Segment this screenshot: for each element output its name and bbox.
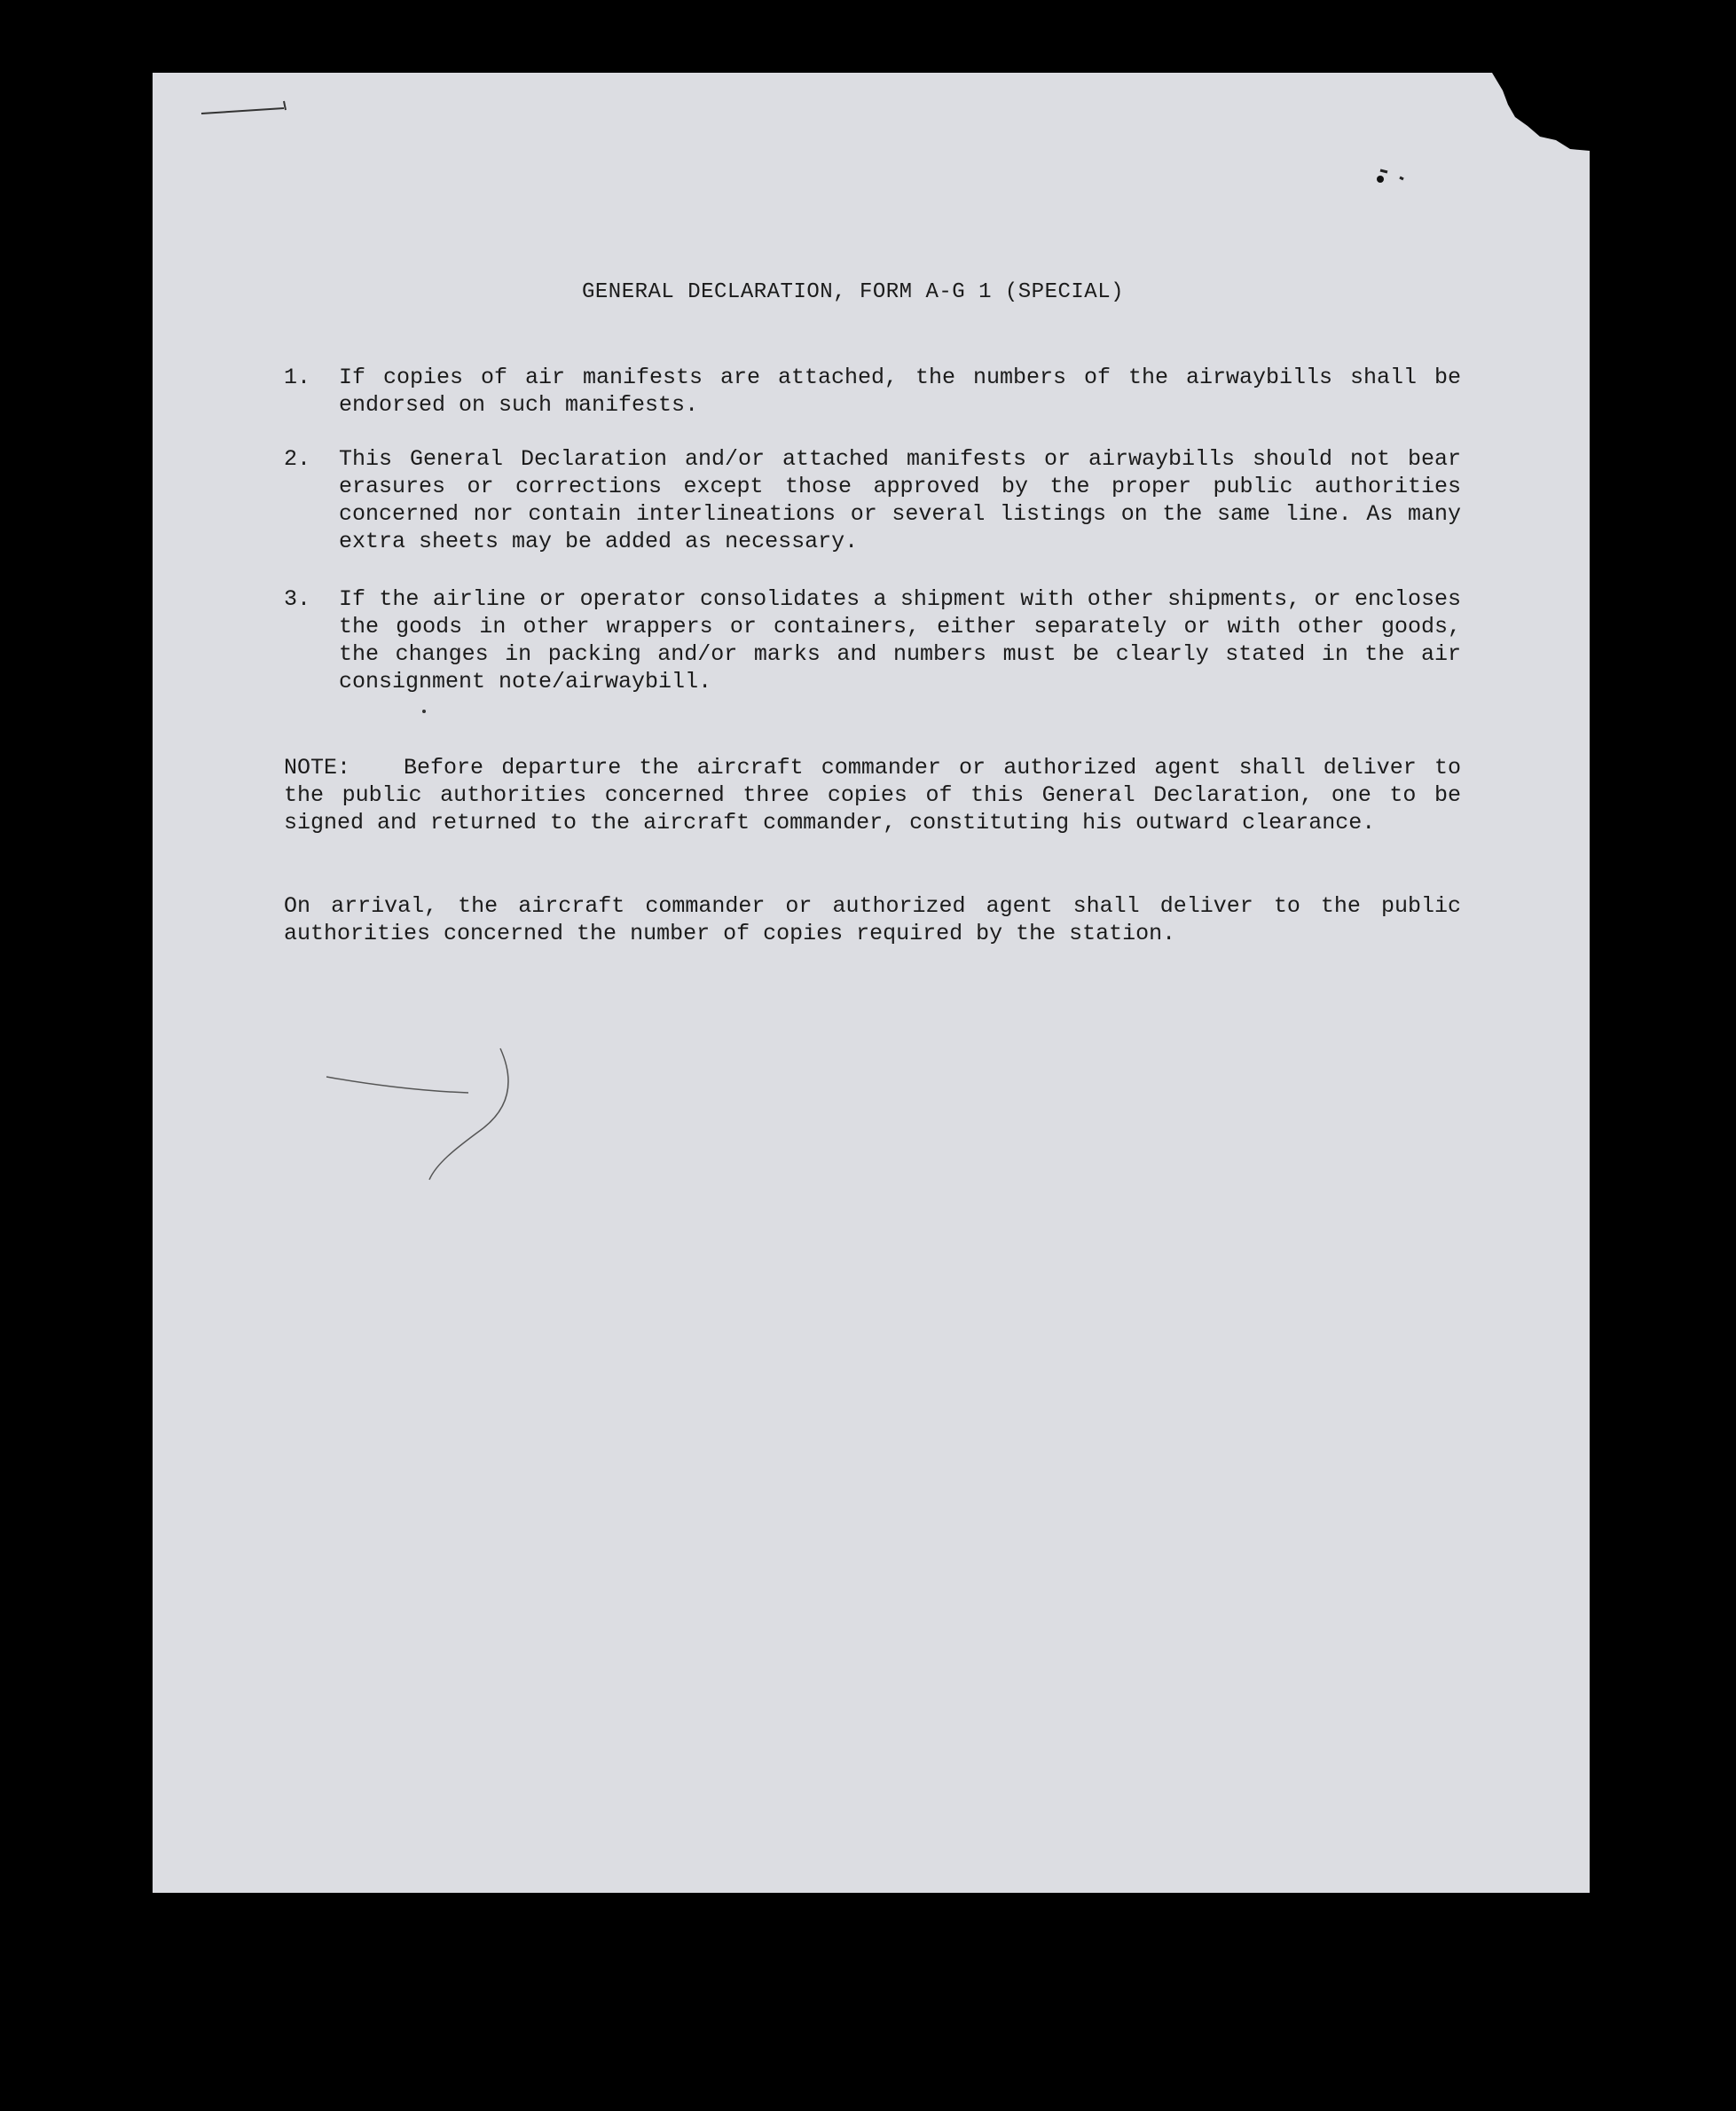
arrival-paragraph: On arrival, the aircraft commander or authorized agent shall deliver to the public authorities concerned the number of copies required by the station. xyxy=(284,893,1461,946)
torn-corner-mark xyxy=(1457,73,1590,161)
item-number-3: 3. xyxy=(284,586,311,612)
item-number-2: 2. xyxy=(284,446,311,472)
note-paragraph xyxy=(284,754,1461,836)
item-text-3: If the airline or operator consolidates a shipment with other shipments, or encloses the goods in other wrappers or containers, either separately or with other goods, the changes in packing and/or marks and numbers must be clearly stated in the air consignment note/airwaybill. xyxy=(339,586,1461,695)
item-text-2: This General Declaration and/or attached manifests or airwaybills should not bear erasures or corrections except those approved by the proper public authorities concerned nor contain interlineations or several listings on the same line. As many extra sheets may be added as necessary. xyxy=(339,446,1461,554)
form-title: GENERAL DECLARATION, FORM A-G 1 (SPECIAL) xyxy=(582,280,1124,304)
pencil-marks xyxy=(153,73,1590,1893)
item-number-1: 1. xyxy=(284,365,311,390)
document-page xyxy=(153,73,1590,1893)
note-text: Before departure the aircraft commander or authorized agent shall deliver to the public authorities concerned three copies of this General Declaration, one to be signed and returned to the aircraft commander, constituting his outward clearance. xyxy=(284,755,1461,836)
note-label: NOTE: xyxy=(284,755,351,781)
item-text-1: If copies of air manifests are attached, the numbers of the airwaybills shall be endorsed on such manifests. xyxy=(339,365,1461,418)
